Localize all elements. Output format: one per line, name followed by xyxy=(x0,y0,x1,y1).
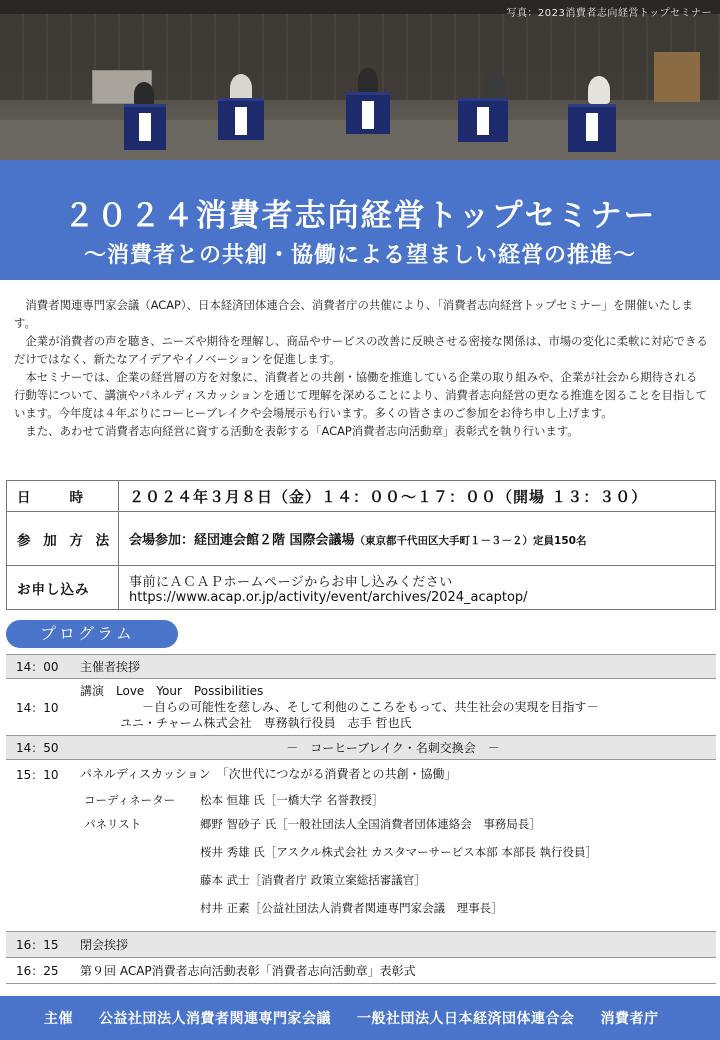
program-time: 16：25 xyxy=(16,964,59,978)
photo-desk xyxy=(458,98,508,142)
program-time: 16：15 xyxy=(16,938,59,952)
apply-row xyxy=(7,566,715,609)
intro-text xyxy=(14,296,708,440)
program-row xyxy=(6,958,716,984)
date-row xyxy=(7,481,715,512)
organizers-footer xyxy=(0,996,720,1040)
title-band xyxy=(0,160,720,280)
panelist-name: 藤本 武士［消費者庁 政策立案総括審議官］ xyxy=(200,873,426,887)
lecture-subtitle: －自らの可能性を慈しみ、そして利他のこころをもって、共生社会の実現を目指す－ xyxy=(142,700,599,714)
page-subtitle: ～消費者との共創・協働による望ましい経営の推進～ xyxy=(83,243,636,268)
photo-desk xyxy=(124,104,166,150)
organizer-acap: 公益社団法人消費者関連専門家会議 xyxy=(99,1011,331,1027)
program-time: 14：50 xyxy=(16,741,59,755)
photo-desk xyxy=(346,92,390,134)
photo-credit: 写真：2023消費者志向経営トップセミナー xyxy=(506,8,712,19)
seminar-photo xyxy=(0,0,720,160)
photo-person xyxy=(134,82,154,106)
program-text: 閉会挨拶 xyxy=(80,937,129,952)
program-time: 14：10 xyxy=(16,700,59,715)
photo-podium xyxy=(654,52,700,102)
venue-name: 会場参加：経団連会館２階 国際会議場 xyxy=(129,533,355,548)
program-text: － コーヒーブレイク・名刺交換会 － xyxy=(286,740,500,755)
program-row xyxy=(6,932,716,958)
method-row xyxy=(7,512,715,566)
venue-value xyxy=(129,529,715,548)
program-row xyxy=(6,679,716,736)
intro-paragraph: 本セミナーでは、企業の経営層の方を対象に、消費者との共創・協働を推進している企業の取り組みや、企業が社会から期待される行動等について、講演やパネルディスカッションを通じて理解を深めることにより、消費者志向経営の更なる推進を図ることを目指しています。今年度は４年ぶりにコーヒーブレイクや会場展示も行います。多くの皆さまのご参加をお待ち申し上げます。 xyxy=(14,370,708,420)
program-time: 15：10 xyxy=(16,768,59,782)
organizer-keidanren: 一般社団法人日本経済団体連合会 xyxy=(357,1011,575,1027)
program-text: 第９回 ACAP消費者志向活動表彰「消費者志向活動章」表彰式 xyxy=(80,963,416,978)
apply-url-link[interactable]: https://www.acap.or.jp/activity/event/archives/2024_acaptop/ xyxy=(129,589,528,605)
apply-label: お申し込み xyxy=(7,566,119,609)
coordinator-role: コーディネーター xyxy=(84,793,176,807)
program-row xyxy=(6,736,716,760)
intro-paragraph: 企業が消費者の声を聴き、ニーズや期待を理解し、商品やサービスの改善に反映させる密接な関係は、市場の変化に柔軟に対応できるだけではなく、新たなアイデアやイノベーションを促進します。 xyxy=(14,334,708,366)
lecture-speaker: ユニ・チャーム株式会社 専務執行役員 志手 哲也氏 xyxy=(120,716,412,730)
lecture-title: 講演 Love Your Possibilities xyxy=(80,684,264,698)
panelist-name: 桜井 秀雄 氏［アスクル株式会社 カスタマーサービス本部 本部長 執行役員］ xyxy=(200,845,597,859)
organizer-label: 主催 xyxy=(44,1011,73,1027)
panelist-name: 郷野 智砂子 氏［一般社団法人全国消費者団体連絡会 事務局長］ xyxy=(200,817,541,831)
program-time: 14：00 xyxy=(16,660,59,674)
photo-desk xyxy=(218,98,264,140)
panelist-name: 村井 正素［公益社団法人消費者関連専門家会議 理事長］ xyxy=(200,901,503,915)
intro-paragraph: また、あわせて消費者志向経営に資する活動を表彰する「ACAP消費者志向活動章」表彰式を執り行います。 xyxy=(25,424,579,438)
venue-address: （東京都千代田区大手町１－３－２）定員150名 xyxy=(354,535,587,547)
panel-title: パネルディスカッション 「次世代につながる消費者との共創・協働」 xyxy=(80,767,457,781)
apply-instruction: 事前にＡＣＡＰホームページからお申し込みください xyxy=(129,574,453,590)
photo-desk xyxy=(568,104,616,152)
program-heading: プログラム xyxy=(6,620,178,648)
program-text: 主催者挨拶 xyxy=(80,659,141,674)
program-row xyxy=(6,760,716,932)
panelist-role: パネリスト xyxy=(84,817,142,831)
program-table xyxy=(6,654,716,984)
photo-person xyxy=(484,72,506,100)
program-row xyxy=(6,655,716,679)
photo-person xyxy=(358,68,378,94)
photo-person xyxy=(588,76,610,104)
date-label: 日 時 xyxy=(7,481,119,511)
organizer-caa: 消費者庁 xyxy=(600,1011,659,1027)
coordinator-name: 松本 恒雄 氏［一橋大学 名誉教授］ xyxy=(200,793,384,807)
page-title: ２０２４消費者志向経営トップセミナー xyxy=(63,198,657,234)
event-info-table xyxy=(6,480,716,610)
date-value: ２０２４年３月８日（金）１４：００～１７：００（開場 １３：３０） xyxy=(129,487,648,506)
intro-paragraph: 消費者関連専門家会議（ACAP）、日本経済団体連合会、消費者庁の共催により、「消費者志向経営トップセミナー」を開催いたします。 xyxy=(14,298,694,330)
method-label: 参 加 方 法 xyxy=(7,512,119,565)
